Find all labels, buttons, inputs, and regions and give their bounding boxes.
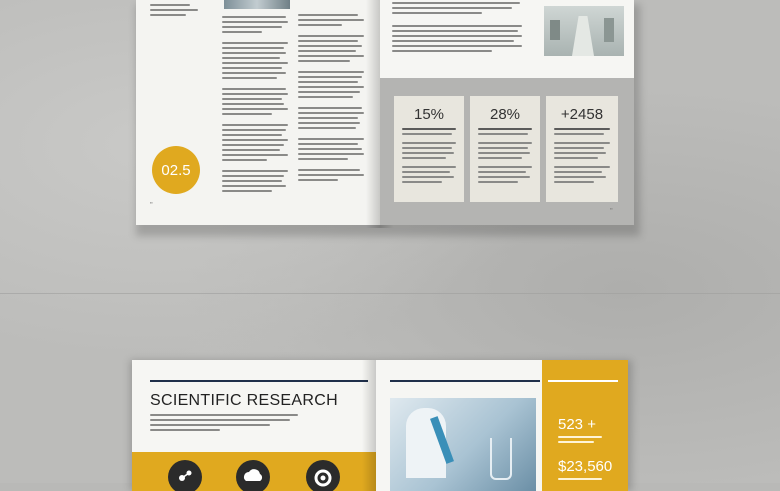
- stat-value: 15%: [413, 106, 445, 123]
- stat-box-2: [470, 96, 540, 202]
- stat-value: 28%: [489, 106, 521, 123]
- page-title: SCIENTIFIC RESEARCH: [150, 392, 338, 409]
- surface-seam: [0, 293, 780, 294]
- navy-rule: [390, 380, 540, 382]
- stat-value: +2458: [560, 106, 604, 123]
- molecule-icon: [168, 460, 202, 491]
- top-brochure-spread: [130, 0, 640, 236]
- stat-value: $23,560: [558, 458, 613, 475]
- top-left-text-column-1: [150, 4, 202, 19]
- lab-scientist-photo: [390, 398, 536, 491]
- stat-text: [558, 478, 608, 483]
- stat-value: 523 +: [558, 416, 596, 433]
- hospital-corridor-photo: [544, 6, 624, 56]
- cloud-icon: [236, 460, 270, 491]
- stat-box-1: [394, 96, 464, 202]
- stat-box-3: [546, 96, 618, 202]
- white-rule: [548, 380, 618, 382]
- top-left-text-column-3: [298, 14, 366, 184]
- top-right-page: [380, 0, 634, 225]
- top-left-text-column-2: [222, 16, 290, 195]
- section-number-badge: 02.5: [152, 146, 200, 194]
- bottom-brochure-spread: [126, 352, 632, 483]
- stat-text: [558, 436, 608, 446]
- bottom-left-page: [132, 360, 376, 491]
- top-left-header-photo: [224, 0, 290, 9]
- page-number: ▪▪: [150, 200, 153, 205]
- top-right-text-column: [392, 2, 524, 55]
- intro-text: [150, 414, 300, 434]
- page-number: ▪▪: [610, 206, 613, 211]
- gear-icon: [306, 460, 340, 491]
- top-left-page: [136, 0, 380, 225]
- navy-rule: [150, 380, 368, 382]
- bottom-right-page: [376, 360, 628, 491]
